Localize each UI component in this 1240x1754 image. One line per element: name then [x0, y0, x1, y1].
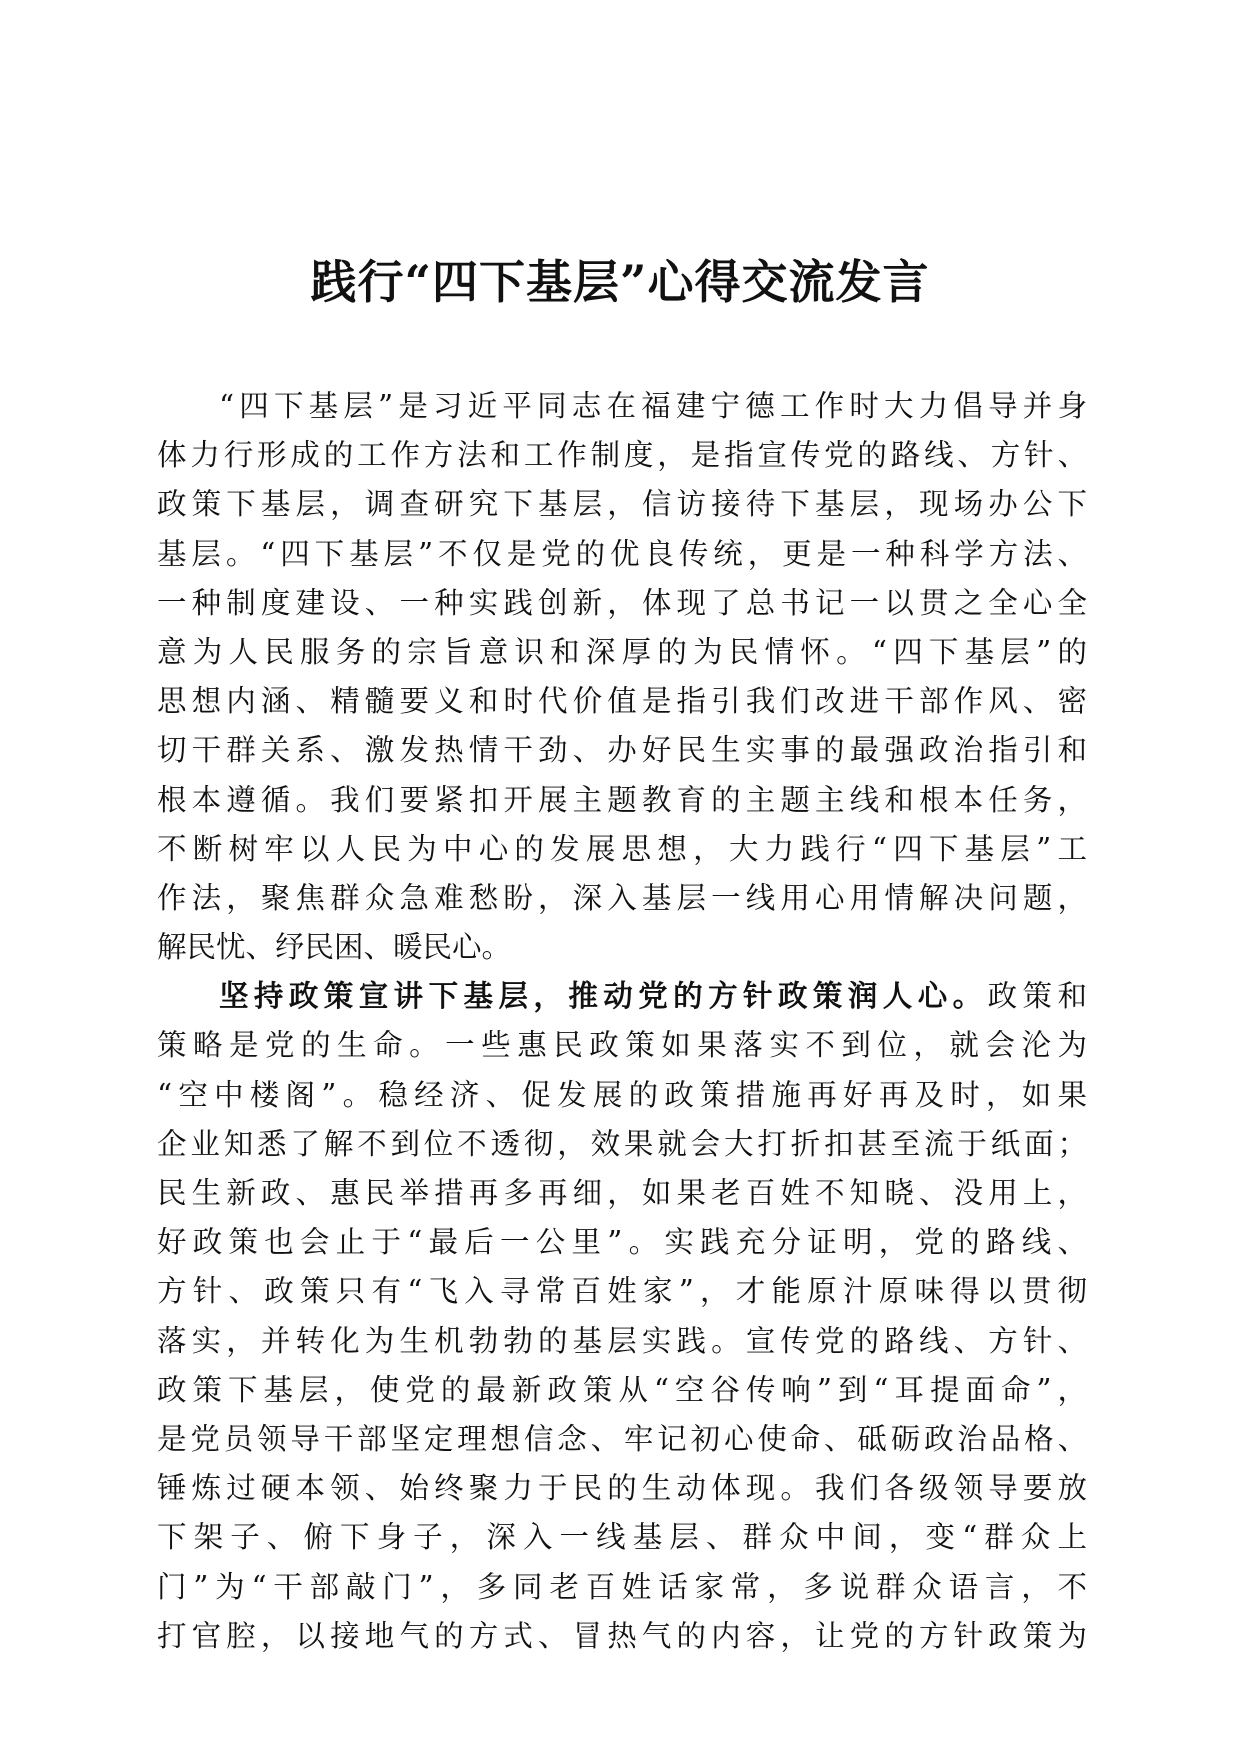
- paragraph-line: “空中楼阁”。稳经济、促发展的政策措施再好再及时，如果: [157, 1077, 1087, 1112]
- paragraph-line: 基层。“四下基层”不仅是党的优良传统，更是一种科学方法、: [157, 536, 1087, 571]
- paragraph-line: 打官腔，以接地气的方式、冒热气的内容，让党的方针政策为: [157, 1618, 1087, 1653]
- paragraph-line: 下架子、俯下身子，深入一线基层、群众中间，变“群众上: [157, 1520, 1087, 1555]
- paragraph-line: 切干群关系、激发热情干劲、办好民生实事的最强政治指引和: [157, 733, 1087, 768]
- paragraph-line: 方针、政策只有“飞入寻常百姓家”，才能原汁原味得以贯彻: [157, 1274, 1087, 1309]
- paragraph-line: 意为人民服务的宗旨意识和深厚的为民情怀。“四下基层”的: [157, 634, 1087, 669]
- section-lead-sentence: 坚持政策宣讲下基层，推动党的方针政策润人心。: [219, 979, 988, 1014]
- paragraph-line: 企业知悉了解不到位不透彻，效果就会大打折扣甚至流于纸面；: [157, 1126, 1087, 1161]
- paragraph-line: 解民忧、纾民困、暖民心。: [157, 930, 512, 965]
- paragraph-line: 政策下基层，使党的最新政策从“空谷传响”到“耳提面命”，: [157, 1372, 1087, 1407]
- paragraph-line: 锤炼过硬本领、始终聚力于民的生动体现。我们各级领导要放: [157, 1471, 1087, 1506]
- paragraph-line: 是党员领导干部坚定理想信念、牢记初心使命、砥砺政治品格、: [157, 1421, 1087, 1456]
- document-body: [157, 382, 1087, 1661]
- paragraph-line: 体力行形成的工作方法和工作制度，是指宣传党的路线、方针、: [157, 438, 1087, 473]
- paragraph-line: 作法，聚焦群众急难愁盼，深入基层一线用心用情解决问题，: [157, 880, 1087, 915]
- paragraph-2: [157, 972, 1087, 1661]
- paragraph-line: 不断树牢以人民为中心的发展思想，大力践行“四下基层”工: [157, 831, 1087, 866]
- paragraph-line: 政策下基层，调查研究下基层，信访接待下基层，现场办公下: [157, 487, 1087, 522]
- paragraph-line: 策略是党的生命。一些惠民政策如果落实不到位，就会沦为: [157, 1028, 1087, 1063]
- paragraph-1: [157, 382, 1087, 972]
- paragraph-line: “四下基层”是习近平同志在福建宁德工作时大力倡导并身: [219, 389, 1087, 423]
- document-title: 践行“四下基层”心得交流发言: [310, 255, 930, 309]
- paragraph-line: 民生新政、惠民举措再多再细，如果老百姓不知晓、没用上，: [157, 1176, 1087, 1210]
- paragraph-line: 落实，并转化为生机勃勃的基层实践。宣传党的路线、方针、: [157, 1323, 1087, 1358]
- paragraph-line: [157, 972, 1087, 1021]
- paragraph-line: 思想内涵、精髓要义和时代价值是指引我们改进干部作风、密: [157, 684, 1087, 719]
- paragraph-line: 一种制度建设、一种实践创新，体现了总书记一以贯之全心全: [157, 585, 1087, 620]
- paragraph-line: 好政策也会止于“最后一公里”。实践充分证明，党的路线、: [157, 1225, 1087, 1260]
- paragraph-text: 政策和: [987, 979, 1087, 1014]
- paragraph-line: 门”为“干部敲门”，多同老百姓话家常，多说群众语言，不: [157, 1569, 1087, 1604]
- paragraph-line: 根本遵循。我们要紧扣开展主题教育的主题主线和根本任务，: [157, 782, 1087, 817]
